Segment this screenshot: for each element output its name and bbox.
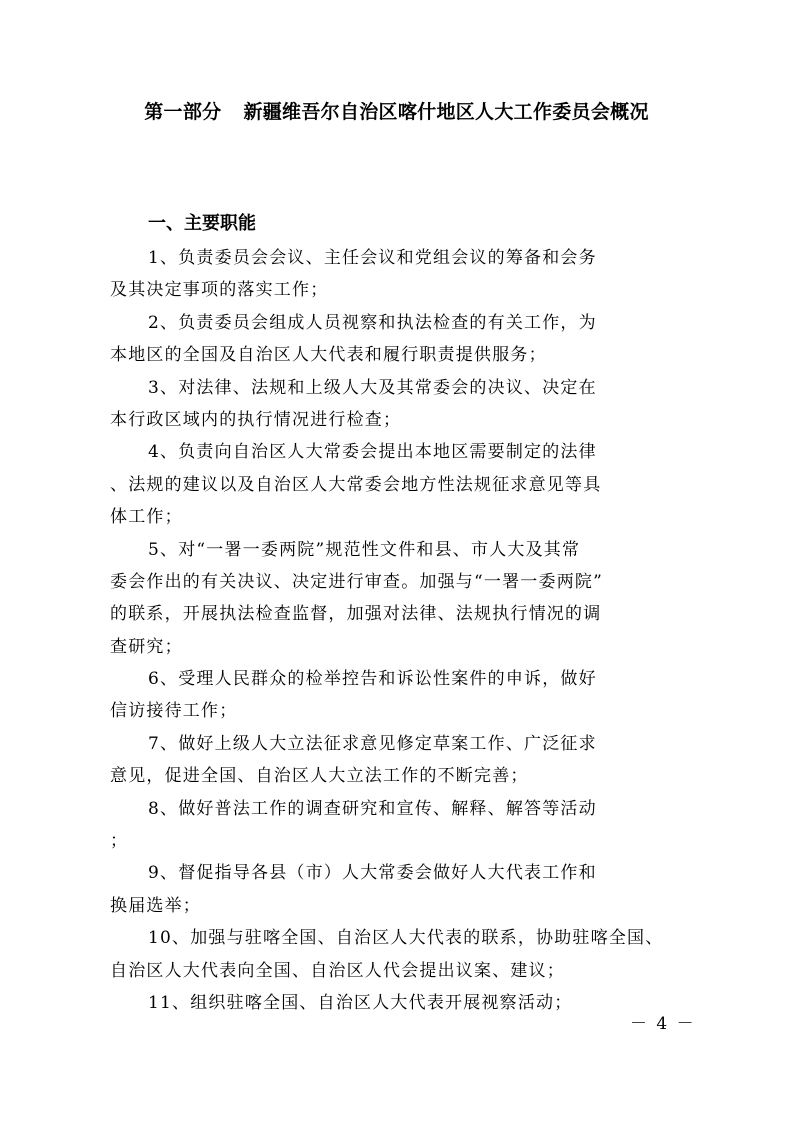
- text-line: 10、加强与驻喀全国、自治区人大代表的联系，协助驻喀全国、: [148, 928, 664, 949]
- text-line: 自治区人大代表向全国、自治区人代会提出议案、建议；: [110, 960, 565, 981]
- title-part-label: 第一部分: [144, 101, 222, 123]
- text-line: 11、组织驻喀全国、自治区人大代表开展视察活动；: [148, 992, 573, 1013]
- text-line: 8、做好普法工作的调查研究和宣传、解释、解答等活动: [148, 798, 597, 819]
- text-line: 、法规的建议以及自治区人大常委会地方性法规征求意见等具: [110, 474, 602, 495]
- page-title: [0, 96, 793, 128]
- text-line: 本行政区域内的执行情况进行检查；: [110, 409, 402, 430]
- page-number: － 4 －: [630, 1014, 696, 1034]
- text-line: 3、对法律、法规和上级人大及其常委会的决议、决定在: [148, 377, 597, 398]
- text-line: 本地区的全国及自治区人大代表和履行职责提供服务；: [110, 345, 547, 366]
- body-text: [110, 242, 750, 1019]
- text-line: 4、负责向自治区人大常委会提出本地区需要制定的法律: [148, 442, 597, 463]
- text-line: 7、做好上级人大立法征求意见修定草案工作、广泛征求: [148, 733, 597, 754]
- text-line: ；: [110, 831, 129, 852]
- section-heading: 一、主要职能: [148, 213, 256, 234]
- text-line: 9、督促指导各县（市）人大常委会做好人大代表工作和: [148, 863, 597, 884]
- text-line: 换届选举；: [110, 895, 201, 916]
- text-line: 6、受理人民群众的检举控告和诉讼性案件的申诉，做好: [148, 669, 597, 690]
- text-line: 1、负责委员会会议、主任会议和党组会议的筹备和会务: [148, 248, 597, 268]
- text-line: 体工作；: [110, 507, 183, 528]
- text-line: 意见，促进全国、自治区人大立法工作的不断完善；: [110, 766, 529, 787]
- text-line: 及其决定事项的落实工作；: [110, 280, 329, 301]
- text-line: 5、对“一署一委两院”规范性文件和县、市人大及其常: [148, 539, 581, 560]
- text-line: 信访接待工作；: [110, 701, 238, 722]
- text-line: 的联系，开展执法检查监督，加强对法律、法规执行情况的调: [110, 604, 602, 625]
- title-main: 新疆维吾尔自治区喀什地区人大工作委员会概况: [243, 101, 649, 123]
- text-line: 委会作出的有关决议、决定进行审查。加强与“一署一委两院”: [110, 571, 603, 592]
- text-line: 查研究；: [110, 636, 183, 657]
- text-line: 2、负责委员会组成人员视察和执法检查的有关工作，为: [148, 312, 597, 333]
